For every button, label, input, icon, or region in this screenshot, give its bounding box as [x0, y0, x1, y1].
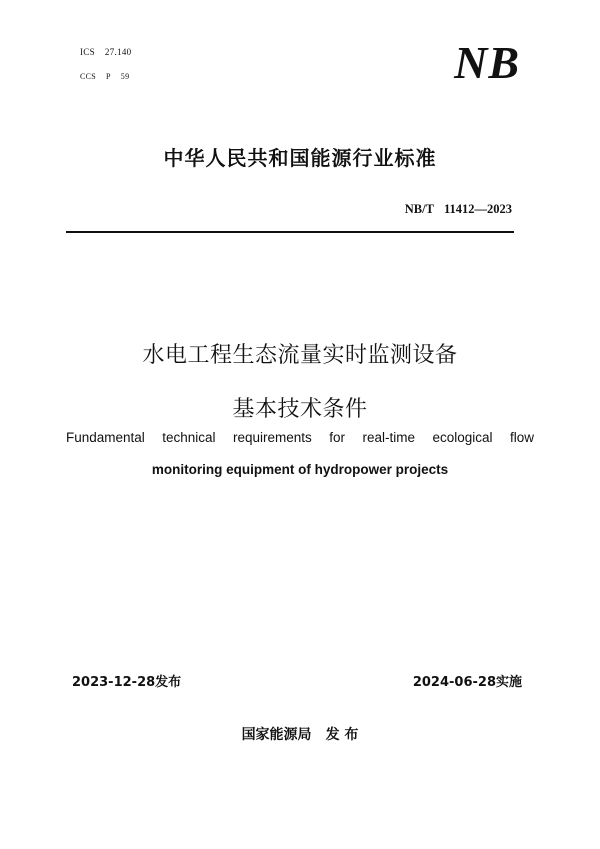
ccs-letter: P	[106, 72, 111, 81]
ics-value: 27.140	[104, 47, 132, 57]
nb-logo: NB	[454, 37, 520, 88]
standard-category-title: 中华人民共和国能源行业标准	[163, 146, 437, 170]
title-english-line2: monitoring equipment of hydropower projects	[151, 462, 449, 477]
publisher-line	[0, 724, 600, 744]
publisher-org: 国家能源局	[241, 727, 312, 743]
standard-number-value: 11412—2023	[443, 202, 512, 216]
issue-date: 2023-12-28发布	[72, 675, 182, 690]
standard-number	[405, 202, 512, 217]
publisher-action: 发 布	[325, 727, 359, 743]
ccs-classification	[80, 72, 139, 81]
ccs-label: CCS	[80, 72, 97, 81]
header-divider	[66, 231, 514, 233]
ics-label: ICS	[80, 47, 95, 57]
title-chinese-line1: 水电工程生态流量实时监测设备	[142, 343, 458, 368]
ics-classification	[80, 47, 141, 57]
standard-code: NB/T	[404, 202, 434, 216]
implementation-date: 2024-06-28实施	[412, 675, 522, 690]
title-english-line1: Fundamental technical requirements for real-time ecological flow	[66, 430, 534, 445]
ccs-number: 59	[120, 72, 130, 81]
title-chinese-line2: 基本技术条件	[232, 397, 368, 422]
